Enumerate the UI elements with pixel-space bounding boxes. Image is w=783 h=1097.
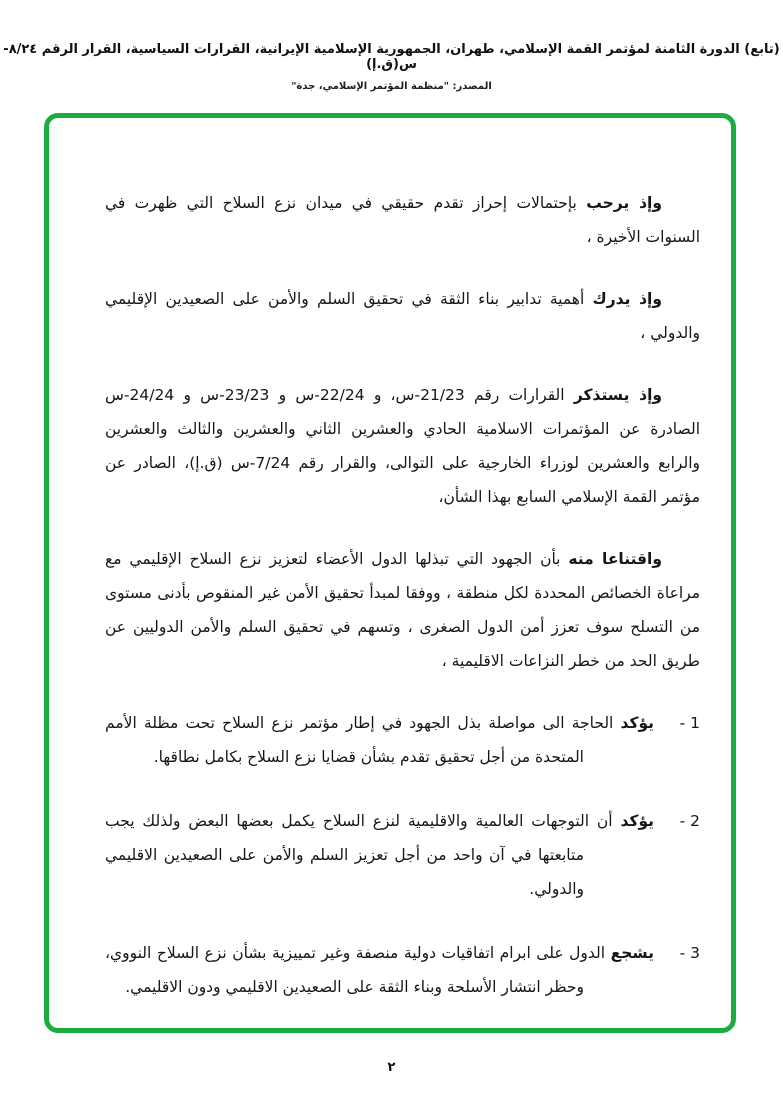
content-border [44,113,736,1033]
preamble-paragraph-4 [105,542,700,678]
paragraph-text: القرارات رقم 21/23-س، و 22/24-س و 23/23-س و 24/24-س الصادرة عن المؤتمرات الاسلامية الحادي والعشرين الثاني والعشرين والثالث والعشرين والرابع والعشرين لوزراء الخارجية على التوالى، والقرار رقم 7/24-س (ق.إ)، الصادر عن مؤتمر القمة الإسلامي السابع بهذا الشأن، [105,386,700,506]
preamble-paragraph-3 [105,378,700,514]
item-body [105,936,654,1004]
item-lead: يؤكد [620,714,654,732]
item-number: 3 - [679,944,700,962]
operative-item-2 [105,804,700,906]
document-header [0,42,783,92]
item-text: الحاجة الى مواصلة بذل الجهود في إطار مؤتمر نزع السلاح تحت مظلة الأمم المتحدة من أجل تحقيق تقدم بشأن قضايا نزع السلاح بكامل نطاقها. [105,714,614,766]
paragraph-text: بإحتمالات إحراز تقدم حقيقي في ميدان نزع السلاح التي ظهرت في السنوات الأخيرة ، [105,194,700,246]
item-body [105,804,654,906]
operative-item-3 [105,936,700,1004]
item-body [105,706,654,774]
page-number: ٢ [387,1060,396,1075]
paragraph-lead: واقتناعا منه [568,550,662,568]
document-body [49,118,731,1004]
header-title: (تابع) الدورة الثامنة لمؤتمر القمة الإسلامي، طهران، الجمهورية الإسلامية الإيرانية، القرارات السياسية، القرار الرقم ٨/٢٤-س(ق.إ) [3,42,780,72]
preamble-paragraph-1 [105,186,700,254]
item-lead: يشجع [610,944,654,962]
item-text: أن التوجهات العالمية والاقليمية لنزع السلاح يكمل بعضها البعض ولذلك يجب متابعتها في آن واحد من أجل تعزيز السلم والأمن على الصعيدين الاقليمي والدولي. [105,812,613,898]
item-number: 2 - [679,812,700,830]
paragraph-text: بأن الجهود التي تبذلها الدول الأعضاء لتعزيز نزع السلاح الإقليمي مع مراعاة الخصائص المحددة لكل منطقة ، ووفقا لمبدأ تحقيق الأمن غير المنقوص بأدنى مستوى من التسلح سوف تعزز أمن الدول الصغرى ، وتسهم في تحقيق السلم والأمن الدوليين عن طريق الحد من خطر النزاعات الاقليمية ، [105,550,700,670]
paragraph-text: أهمية تدابير بناء الثقة في تحقيق السلم والأمن على الصعيدين الإقليمي والدولي ، [105,290,700,342]
header-source: المصدر: "منظمة المؤتمر الإسلامي، جدة" [291,81,492,92]
item-text: الدول على ابرام اتفاقيات دولية منصفة وغير تمييزية بشأن نزع السلاح النووي، وحظر انتشار الأسلحة وبناء الثقة على الصعيدين الاقليمي ودون الاقليمي. [105,944,606,996]
paragraph-lead: وإذ يرحب [586,194,662,212]
preamble-paragraph-2 [105,282,700,350]
paragraph-lead: وإذ يستذكر [573,386,663,404]
item-number: 1 - [679,714,700,732]
item-lead: يؤكد [620,812,654,830]
operative-item-1 [105,706,700,774]
paragraph-lead: وإذ يدرك [592,290,663,308]
